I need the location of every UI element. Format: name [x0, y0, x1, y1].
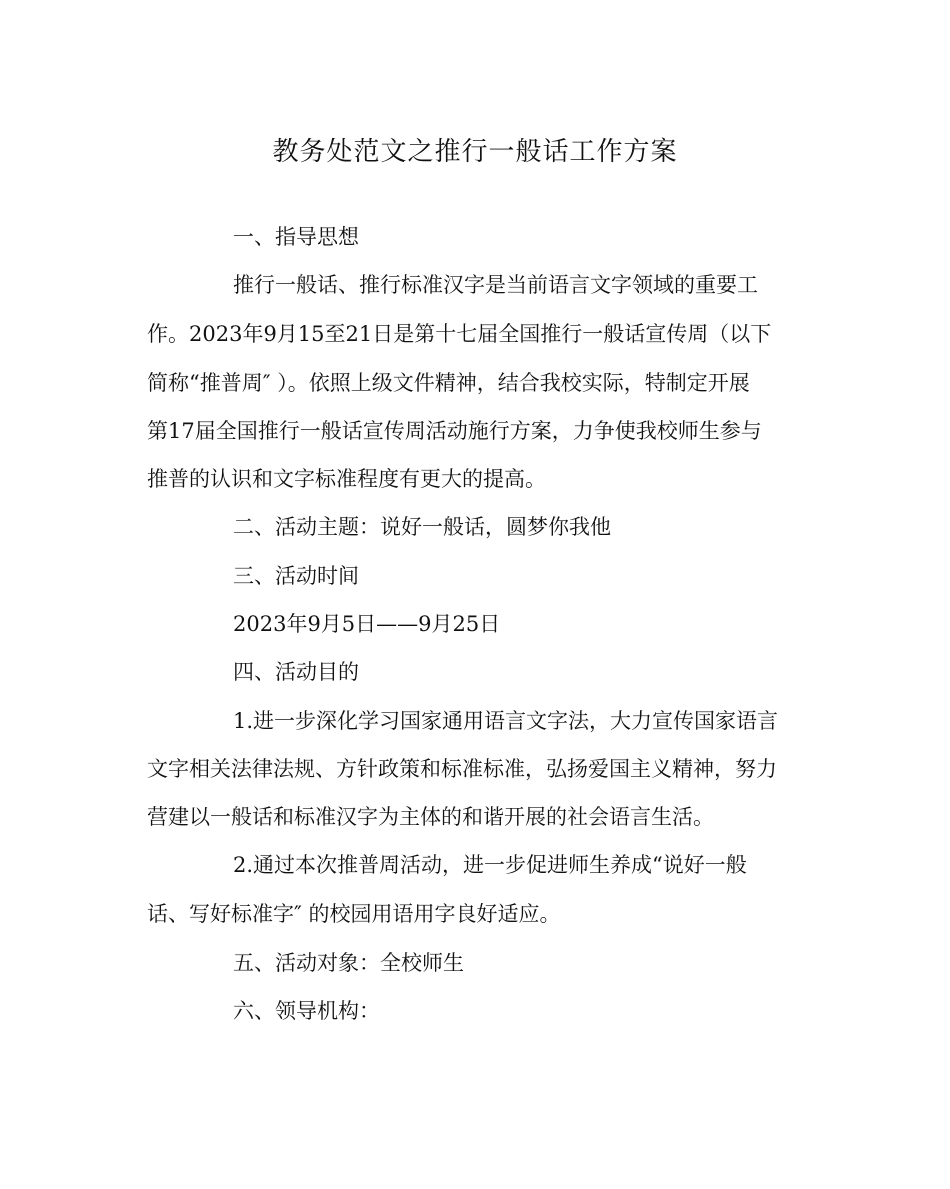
heading-guiding-ideology: 一、指导思想 — [233, 225, 359, 249]
paragraph-line: 话、写好标准字″ 的校园用语用字良好适应。 — [147, 902, 561, 926]
heading-activity-purpose: 四、活动目的 — [233, 660, 359, 684]
paragraph-line: 2.通过本次推普周活动，进一步促进师生养成“说好一般 — [233, 853, 747, 877]
paragraph-line: 第17届全国推行一般话宣传周活动施行方案，力争使我校师生参与 — [147, 419, 762, 443]
heading-activity-target: 五、活动对象：全校师生 — [233, 951, 464, 975]
heading-leadership: 六、领导机构： — [233, 999, 380, 1023]
paragraph-line: 作。2023年9月15至21日是第十七届全国推行一般话宣传周（以下 — [147, 322, 772, 346]
paragraph-line: 1.进一步深化学习国家通用语言文字法，大力宣传国家语言 — [233, 709, 779, 733]
paragraph-line: 文字相关法律法规、方针政策和标准标准，弘扬爱国主义精神，努力 — [147, 757, 777, 781]
document-title: 教务处范文之推行一般话工作方案 — [272, 137, 678, 167]
heading-activity-theme: 二、活动主题：说好一般话，圆梦你我他 — [233, 515, 611, 539]
paragraph-line: 营建以一般话和标准汉字为主体的和谐开展的社会语言生活。 — [147, 805, 714, 829]
activity-date-range: 2023年9月5日——9月25日 — [233, 612, 501, 636]
heading-activity-time: 三、活动时间 — [233, 564, 359, 588]
paragraph-line: 推行一般话、推行标准汉字是当前语言文字领域的重要工 — [233, 273, 758, 297]
paragraph-line: 推普的认识和文字标准程度有更大的提高。 — [147, 467, 546, 491]
paragraph-line: 简称“推普周″ ）。依照上级文件精神，结合我校实际，特制定开展 — [147, 371, 750, 395]
